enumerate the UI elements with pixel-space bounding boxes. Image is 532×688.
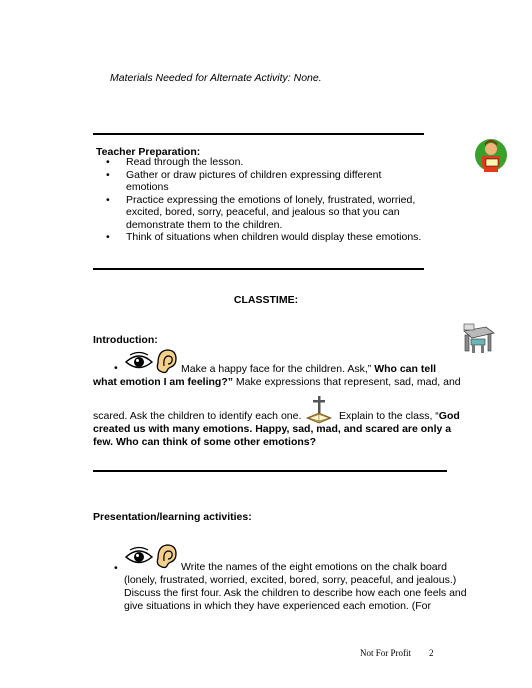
- divider: [93, 133, 424, 135]
- introduction-line-3: [93, 410, 301, 423]
- introduction-bold: God: [438, 410, 460, 422]
- teacher-reading-icon: [474, 136, 508, 174]
- introduction-text: scared. Ask the children to identify each one.: [93, 410, 302, 422]
- introduction-text: Explain to the class, “: [339, 410, 439, 422]
- introduction-line-3b: [339, 410, 460, 423]
- bible-cross-icon: [303, 396, 335, 424]
- page-number: 2: [429, 648, 434, 658]
- presentation-line-1: Write the names of the eight emotions on the chalk board: [181, 561, 447, 573]
- footer-text: Not For Profit: [360, 648, 412, 658]
- list-item: • Read through the lesson.: [96, 156, 426, 169]
- introduction-text: Make expressions that represent, sad, mad, and: [233, 376, 461, 388]
- list-item: • Gather or draw pictures of children expressing different emotions: [96, 169, 426, 194]
- eye-ear-icon: [124, 543, 180, 569]
- introduction-bold: what emotion I am feeling?”: [93, 376, 234, 388]
- materials-line: Materials Needed for Alternate Activity: None.: [110, 72, 322, 84]
- introduction-line-2: [93, 376, 461, 389]
- divider: [93, 470, 447, 472]
- school-desk-icon: [462, 323, 496, 355]
- introduction-line-1: [181, 363, 436, 376]
- introduction-text: Make a happy face for the children. Ask,”: [181, 363, 375, 375]
- introduction-line-4: [93, 423, 451, 436]
- introduction-line-5: [93, 436, 316, 449]
- presentation-line-4: give situations in which they have experienced each emotion. (For: [124, 600, 432, 612]
- introduction-bold: Who can tell: [374, 363, 437, 375]
- presentation-line-2: (lonely, frustrated, worried, excited, bored, sorry, peaceful, and jealous.): [124, 574, 457, 586]
- list-item: • Think of situations when children would display these emotions.: [96, 231, 426, 244]
- introduction-bold: few. Who can think of some other emotions?: [93, 436, 317, 448]
- list-item: • Practice expressing the emotions of lonely, frustrated, worried, excited, bored, sorry, peaceful, and jealous so that you can demonstrate them to the children.: [96, 194, 426, 232]
- classtime-title: CLASSTIME:: [233, 294, 299, 306]
- divider: [93, 268, 424, 270]
- teacher-prep-heading: Teacher Preparation:: [96, 146, 201, 158]
- eye-ear-icon: [124, 348, 180, 374]
- teacher-prep-list: [96, 156, 426, 244]
- presentation-heading: Presentation/learning activities:: [93, 511, 252, 523]
- introduction-heading: Introduction:: [93, 334, 158, 346]
- bullet: •: [114, 362, 118, 374]
- bullet: •: [114, 562, 118, 574]
- presentation-line-3: Discuss the first four. Ask the children to describe how each one feels and: [124, 587, 467, 599]
- introduction-bold: created us with many emotions. Happy, sad, mad, and scared are only a: [93, 423, 452, 435]
